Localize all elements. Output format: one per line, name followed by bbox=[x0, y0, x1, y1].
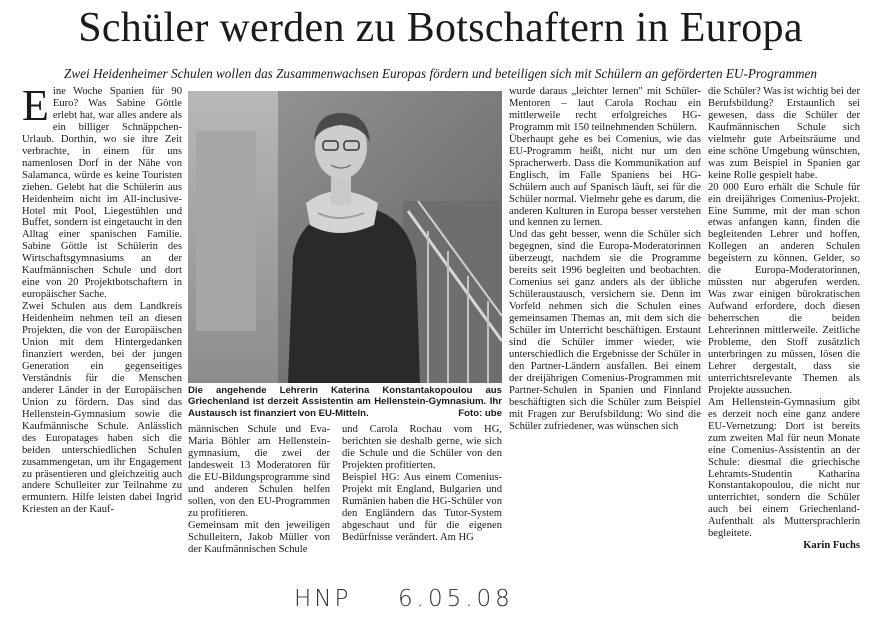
paragraph bbox=[22, 81, 182, 301]
column-2 bbox=[188, 424, 330, 555]
paragraph: Und das geht besser, wenn die Schüler sich begegnen, sind die Europa-Moderatorinnen überzeugt, nachdem sie die Programme bereits seit 1996 begleiten und beobachten. Comenius sei ganz anders als der übliche Schüleraustausch, versichern sie. Denn im Vorfeld nehmen sich die Schulen eines gemeinsamen Themas an, mit dem sich die Schüler im Unterricht beschäftigen. Erstaunt sind die Schüler immer wieder, wie unterschiedlich die Ergebnisse der Schüler in den Partner-Ländern ausfallen. Bei einem der dreijährigen Comenius-Programmen mit Partner-Schulen in Spanien und Finnland beschäftigten sich die Schüler zum Beispiel mit Fragen zur Berufsbildung: Wo sind die Schüler zufriedener, was wünschen sich bbox=[509, 229, 701, 432]
paragraph: Überhaupt gehe es bei Comenius, wie das EU-Programm heißt, nicht nur um den Spracherwerb. Dass die Kommunikation auf Englisch, im Falle Spaniens bei HG-Schülern auch auf Spanisch läuft, sei für die Schüler normal. Vielmehr gehe es darum, die anderen Kulturen in Europa besser verstehen und kennen zu lernen. bbox=[509, 133, 701, 229]
paragraph: wurde daraus „leichter lernen" mit Schüler-Mentoren – laut Carola Rochau ein mittlerweile recht erfolgreiches HG-Programm mit 150 teilnehmenden Schülern. bbox=[509, 86, 701, 133]
photo-image bbox=[188, 91, 502, 383]
paragraph: Am Hellenstein-Gymnasium gibt es derzeit noch eine ganz andere EU-Vernetzung: Dort ist bereits zum zweiten Mal für neun Monate eine Comenius-Assistentin an der Schule: diesmal die griechische Lehramts-Studentin Katharina Konstantakopoulou, die nicht nur unterrichtet, sondern die Schüler auch bei einem Griechenland-Aufenthalt als Muttersprachlerin begleitete. bbox=[708, 396, 860, 540]
author-byline: Karin Fuchs bbox=[803, 540, 860, 552]
caption-text: Die angehende Lehrerin Katerina Konstantakopoulou aus Griechenland ist derzeit Assistentin am Hellenstein-Gymnasium. Ihr Austausch ist finanziert von EU-Mitteln. bbox=[188, 385, 502, 419]
paragraph: die Schüler? Was ist wichtig bei der Berufsbildung? Erstaunlich sei gewesen, dass die Schüler der Kaufmännischen Schule sich vielmehr gute Arbeitsräume und eine schöne Umgebung wünschten, was zum Beispiel in Spanien gar keine Rolle gespielt habe. bbox=[708, 86, 860, 181]
handwritten-source-note: HNP bbox=[294, 586, 352, 612]
paragraph: Beispiel HG: Aus einem Comenius-Projekt mit England, Bulgarien und Rumänien haben die HG-Schüler von den Engländern das Tutor-System abgeschaut und für die eigenen Bedürfnisse verändert. Am HG bbox=[342, 471, 502, 543]
paragraph-text: ine Woche Spanien für 90 Euro? Was Sabine Göttle erlebt hat, war alles andere als ein billiger Schnäppchen-Urlaub. Dorthin, wo sie ihre Zeit verbrachte, in einem für uns namenlosen Dorf in der Nähe von Salamanca, würde es keine Touristen ziehen. Gelebt hat die Schülerin aus Heidenheim nicht im All-inclusive-Hotel mit Pool, Liegestühlen und Buffet, sondern ist eingetaucht in den Alltag einer spanischen Familie. Sabine Göttle ist Schülerin des Wirtschaftsgymnasiums an der Kaufmännischen Schule und dort eine von 20 Projektbotschaftern in europäischer Sache. bbox=[22, 86, 182, 301]
drop-cap: E bbox=[22, 81, 49, 130]
column-4 bbox=[509, 86, 701, 433]
column-5 bbox=[708, 86, 860, 552]
paragraph: Gemeinsam mit den jeweiligen Schulleitern, Jakob Müller von der Kaufmännischen Schule bbox=[188, 519, 330, 555]
column-1 bbox=[22, 81, 182, 516]
handwritten-date-note: 6.05.08 bbox=[398, 586, 514, 612]
paragraph: Zwei Schulen aus dem Landkreis Heidenheim nehmen teil an diesen Projekten, die von der Europäischen Union mit dem Hintergedanken finanziert werden, bei der jungen Generation ein gegenseitiges Verständnis für die Menschen anderer Länder in der Europäischen Union zu fördern. Das sind das Hellenstein-Gymnasium sowie die Kaufmännische Schule. Anlässlich des Europatages haben sich die beiden unterschiedlichen Schulen zusammengetan, um ihr Engagement zu präsentieren und gleichzeitig auch andere Schulleiter zur Teilnahme zu ermuntern. Hilfe leisten dabei Ingrid Kriesten an der Kauf- bbox=[22, 301, 182, 516]
photo-credit: Foto: ube bbox=[458, 407, 502, 419]
headline: Schüler werden zu Botschaftern in Europa bbox=[78, 5, 803, 51]
column-3 bbox=[342, 424, 502, 544]
subheadline: Zwei Heidenheimer Schulen wollen das Zusammenwachsen Europas fördern und beteiligen sich mit Schülern an geförderten EU-Programmen bbox=[64, 66, 817, 81]
paragraph: männischen Schule und Eva-Maria Böhler am Hellenstein-gymnasium, die zwei der landesweit 13 Moderatoren für die EU-Bildungsprogramme sind und anderen Schulen helfen sollen, von den EU-Programmen zu profitieren. bbox=[188, 424, 330, 519]
article-photo bbox=[188, 91, 502, 383]
paragraph: und Carola Rochau vom HG, berichten sie deshalb gerne, wie sich die Schule und die Schüler von den Projekten profitierten. bbox=[342, 424, 502, 471]
photo-caption bbox=[188, 385, 502, 419]
paragraph: 20 000 Euro erhält die Schule für ein dreijähriges Comenius-Projekt. Eine Summe, mit der man schon etwas anfangen kann, finden die begleitenden Lehrer und hoffen, Kollegen an anderen Schulen begeistern zu können. Gelder, so die Europa-Moderatorinnen, müssten nur abgerufen werden. Was zwar einigen bürokratischen Aufwand erfordere, doch diesen beherrschen die beiden Lehrerinnen mittlerweile. Zeitliche Probleme, den Stoff zusätzlich unterbringen zu müssen, lösen die Lehrer dergestalt, dass sie unterrichtsrelevante Themen als Projekte aussuchen. bbox=[708, 181, 860, 396]
